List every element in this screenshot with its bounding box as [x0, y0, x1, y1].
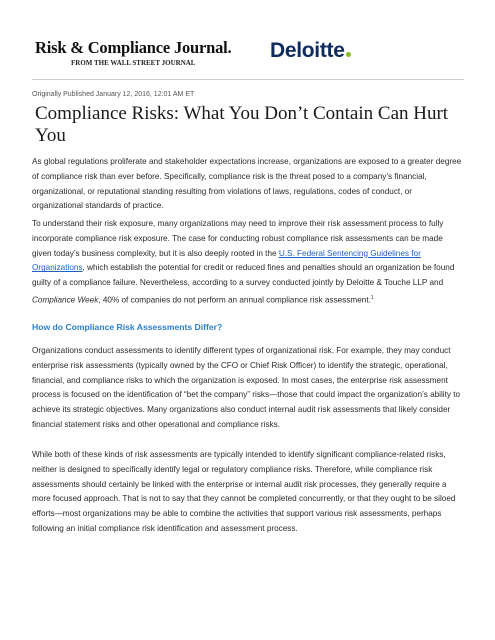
deloitte-logo: [270, 39, 351, 63]
masthead: [32, 38, 472, 76]
paragraph-text: To understand their risk exposure, many organizations may need to improve their risk assessment process to fully incorporate compliance risk exposure. The case for conducting robust compliance risk assessments can be made given today’s business complexity, but it is also deeply rooted in the: [32, 219, 444, 258]
brand-dot-icon: [346, 52, 351, 57]
paragraph-intro: As global regulations proliferate and stakeholder expectations increase, organizations are exposed to a greater degree of compliance risk than ever before. Specifically, compliance risk is the threat posed to a company’s financial, organizational, or reputational standing resulting from violations of laws, regulations, codes of conduct, or organizational standards of practice.: [32, 157, 462, 211]
footnote-marker: 1: [370, 294, 374, 301]
section-subhead: How do Compliance Risk Assessments Differ?: [32, 322, 223, 332]
paragraph-assessment-types: Organizations conduct assessments to identify different types of organizational risk. For example, they may conduct enterprise risk assessments (typically owned by the CFO or Chief Risk Officer) to identify the strategic, operational, financial, and compliance risks to which the organization is exposed. In most cases, the enterprise risk assessment process is focused on the identification of “bet the company” risks—those that could impact the organization’s ability to achieve its strategic objectives. Many organizations also conduct internal audit risk assessments that likely consider financial statement risks and other operational and compliance risks.: [32, 346, 461, 429]
brand-name: Deloitte: [270, 39, 345, 62]
header-divider: [32, 79, 464, 80]
paragraph-risk-exposure: [32, 217, 464, 309]
publication-date: Originally Published January 12, 2016, 12:01 AM ET: [32, 91, 195, 98]
sentencing-guidelines-link[interactable]: U.S. Federal Sentencing Guidelines for Organizations: [32, 248, 421, 273]
article-headline: Compliance Risks: What You Don’t Contain Can Hurt You: [35, 103, 449, 146]
paragraph-focused-approach: While both of these kinds of risk assessments are typically intended to identify significant compliance-related risks, neither is designed to specifically identify legal or regulatory compliance risks. Therefore, while compliance risk assessments should certainly be linked with the enterprise or internal audit risk processes, they generally require a more focused approach. That is not to say that they cannot be completed concurrently, or that they ought to be siloed efforts—most organizations may be able to combine the activities that support various risk assessments, perhaps following an initial compliance risk identification and assessment process.: [32, 450, 456, 533]
publication-name: Compliance Week: [32, 295, 99, 305]
journal-logo: [35, 38, 231, 67]
paragraph-text: , which establish the potential for credit or reduced fines and penalties should an organization be found guilty of a compliance failure. Nevertheless, according to a survey conducted jointly by Deloitte & Touche LLP and: [32, 263, 455, 288]
journal-title: Risk & Compliance Journal.: [35, 38, 232, 57]
journal-subtitle: FROM THE WALL STREET JOURNAL: [71, 59, 196, 67]
paragraph-text: , 40% of companies do not perform an annual compliance risk assessment.: [98, 295, 371, 305]
